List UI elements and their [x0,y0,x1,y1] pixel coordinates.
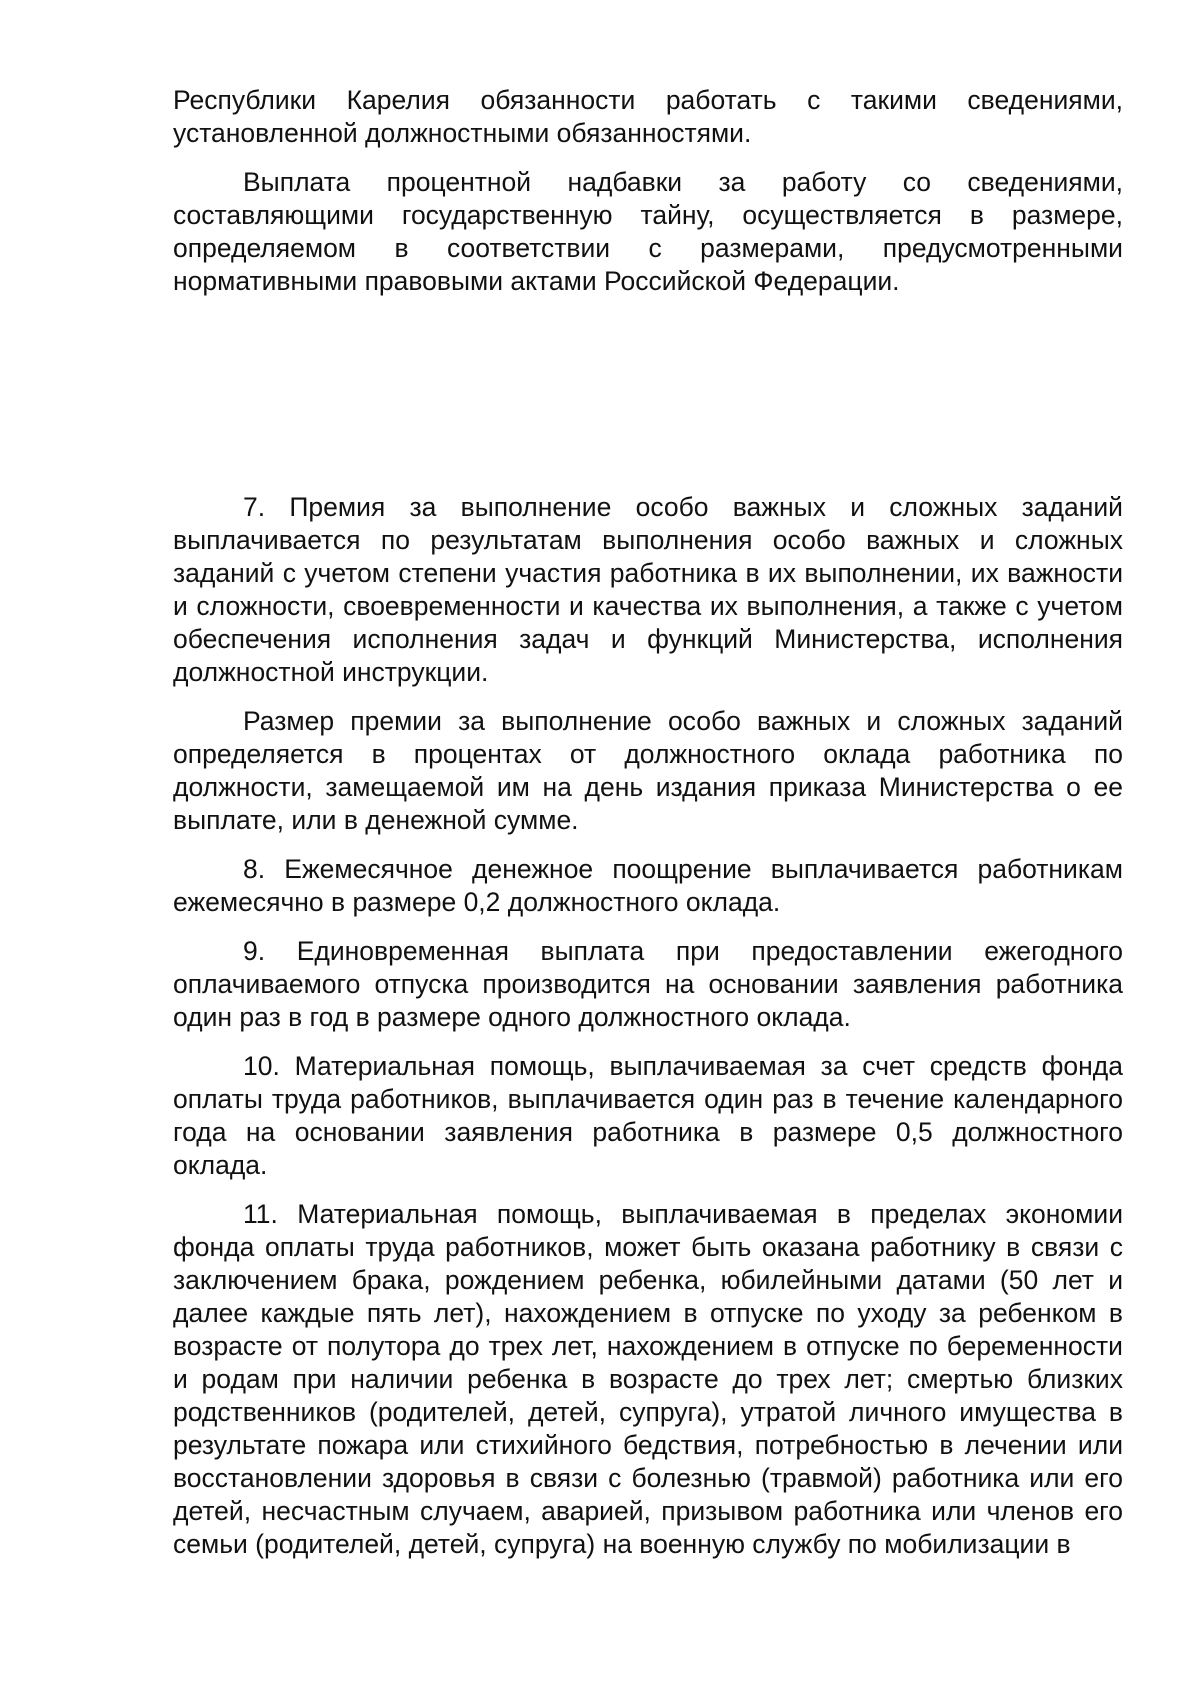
paragraph-bonus-size: Размер премии за выполнение особо важных и сложных заданий определяется в процентах от должностного оклада работника по должности, замещаемой им на день издания приказа Министерства о ее выплате, или в денежной сумме. [173,706,1123,835]
paragraph-item-8: 8. Ежемесячное денежное поощрение выплачивается работникам ежемесячно в размере 0,2 должностного оклада. [173,854,1123,917]
paragraph-item-7: 7. Премия за выполнение особо важных и сложных заданий выплачивается по результатам выполнения особо важных и сложных заданий с учетом степени участия работника в их выполнении, их важности и сложности, своевременности и качества их выполнения, а также с учетом обеспечения исполнения задач и функций Министерства, исполнения должностной инструкции. [173,492,1123,687]
paragraph-continuation: Республики Карелия обязанности работать с такими сведениями, установленной должностными обязанностями. [173,85,1123,148]
paragraph-item-10: 10. Материальная помощь, выплачиваемая за счет средств фонда оплаты труда работников, выплачивается один раз в течение календарного года на основании заявления работника в размере 0,5 должностного оклада. [173,1051,1123,1180]
document-page [173,84,1123,1561]
paragraph-state-secret-allowance: Выплата процентной надбавки за работу со сведениями, составляющими государственную тайну, осуществляется в размере, определяемом в соответствии с размерами, предусмотренными нормативными правовыми актами Российской Федерации. [173,167,1123,296]
paragraph-item-9: 9. Единовременная выплата при предоставлении ежегодного оплачиваемого отпуска производится на основании заявления работника один раз в год в размере одного должностного оклада. [173,936,1123,1032]
paragraph-item-11: 11. Материальная помощь, выплачиваемая в пределах экономии фонда оплаты труда работников, может быть оказана работнику в связи с заключением брака, рождением ребенка, юбилейными датами (50 лет и далее каждые пять лет), нахождением в отпуске по уходу за ребенком в возрасте от полутора до трех лет, нахождением в отпуске по беременности и родам при наличии ребенка в возрасте до трех лет; смертью близких родственников (родителей, детей, супруга), утратой личного имущества в результате пожара или стихийного бедствия, потребностью в лечении или восстановлении здоровья в связи с болезнью (травмой) работника или его детей, несчастным случаем, аварией, призывом работника или членов его семьи (родителей, детей, супруга) на военную службу по мобилизации в [173,1199,1123,1559]
